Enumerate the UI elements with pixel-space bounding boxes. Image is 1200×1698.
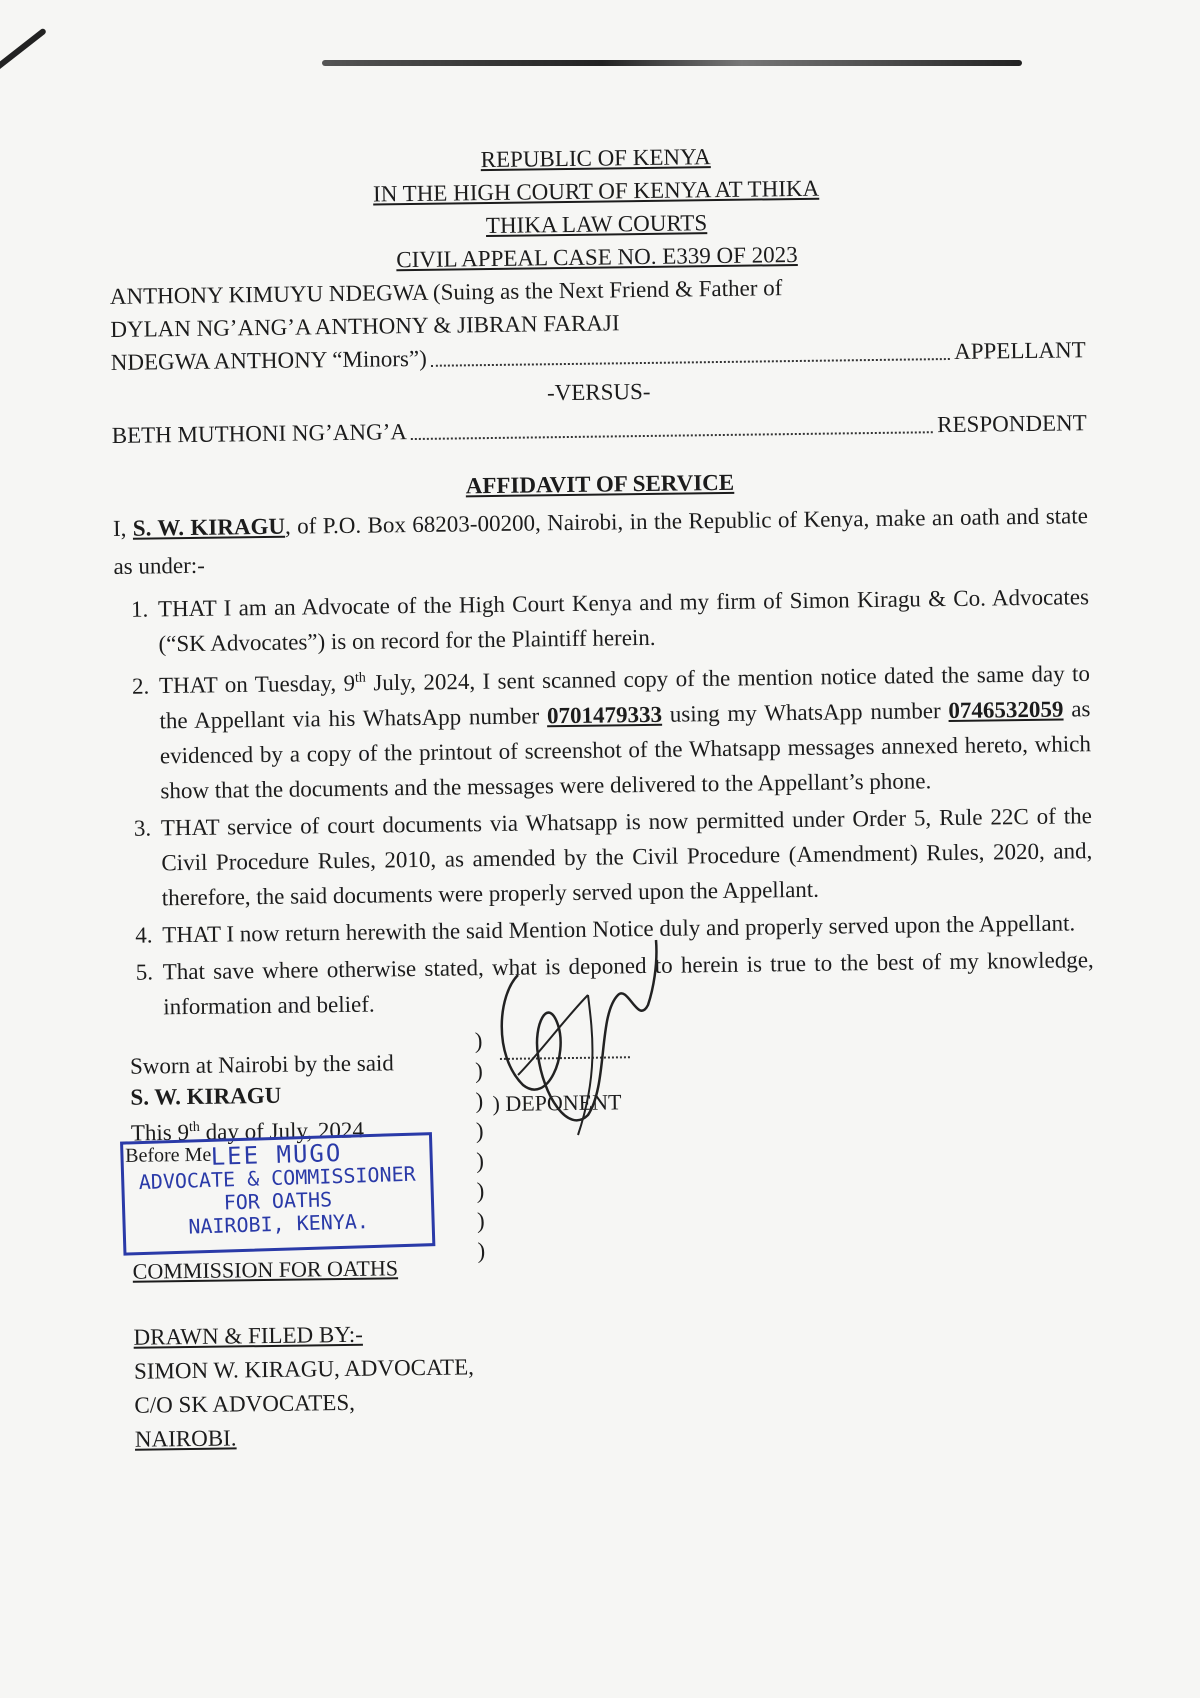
header-case-number: CIVIL APPEAL CASE NO. E339 OF 2023 xyxy=(396,241,798,273)
paragraph-5-text: That save where otherwise stated, what is deponed to herein is true to the best of my knowledge, information and belief. xyxy=(162,946,1094,1020)
deponent-name: S. W. KIRAGU xyxy=(132,513,286,541)
deponent-whatsapp-number: 0746532059 xyxy=(948,696,1064,723)
before-me-label: Before Me xyxy=(125,1143,212,1167)
scan-edge-shadow xyxy=(322,60,1022,66)
paragraph-2-text-c: using my WhatsApp number xyxy=(661,697,949,727)
drawn-line-2: C/O SK ADVOCATES, xyxy=(134,1389,356,1418)
appellant-line-3: NDEGWA ANTHONY “Minors”) xyxy=(110,345,427,375)
appellant-line-2: DYLAN NG’ANG’A ANTHONY & JIBRAN FARAJI xyxy=(110,310,620,342)
dotted-leader xyxy=(411,431,933,440)
jurat-date-a: This 9 xyxy=(130,1119,190,1146)
stamp-location: NAIROBI, KENYA. xyxy=(187,1208,370,1239)
document-title: AFFIDAVIT OF SERVICE xyxy=(465,469,735,499)
deponent-signature xyxy=(478,935,698,1185)
bracket-column: ) ) ) ) ) ) ) ) xyxy=(474,1027,486,1263)
commissioner-stamp xyxy=(120,1132,435,1255)
jurat-date-b: day of July, 2024 xyxy=(199,1117,365,1145)
paragraph-3 xyxy=(157,798,1093,915)
jurat-sworn: Sworn at Nairobi by the said xyxy=(129,1049,394,1079)
drawn-heading: DRAWN & FILED BY:- xyxy=(133,1321,363,1350)
appellant-block xyxy=(110,267,1086,379)
affidavit-content xyxy=(108,135,1100,1456)
paragraph-3-text: THAT service of court documents via Whatsapp is now permitted under Order 5, Rule 22C of the Civil Procedure Rules, 2010, as amended by the Civil Procedure (Amendment) Rules, 2020, and, therefore, the said documents were properly served upon the Appellant. xyxy=(160,802,1093,911)
drawn-filed-block xyxy=(123,1308,1100,1457)
paragraph-4-text: THAT I now return herewith the said Mention Notice duly and properly served upon the Appellant. xyxy=(162,910,1076,948)
stamp-title-2: FOR OATHS xyxy=(223,1186,333,1215)
versus: -VERSUS- xyxy=(546,378,651,406)
paragraph-2-text-b: July, 2024, I sent scanned copy of the mention notice dated the same day to the Appellant via his WhatsApp number xyxy=(159,660,1091,734)
jurat-name: S. W. KIRAGU xyxy=(130,1082,282,1110)
commission-label: COMMISSION FOR OATHS xyxy=(132,1254,399,1284)
stamp-title: ADVOCATE & COMMISSIONER xyxy=(138,1161,416,1194)
respondent-name: BETH MUTHONI NG’ANG’A xyxy=(111,419,408,448)
intro-paragraph xyxy=(113,497,1089,586)
jurat-text xyxy=(130,1047,395,1148)
paragraph-1-text: THAT I am an Advocate of the High Court Kenya and my firm of Simon Kiragu & Co. Advocates (“SK Advocates”) is on record for the Plaintiff herein. xyxy=(157,584,1090,657)
paragraph-2 xyxy=(155,651,1092,808)
appellant-role: APPELLANT xyxy=(953,337,1086,364)
header-court: IN THE HIGH COURT OF KENYA AT THIKA xyxy=(372,175,820,207)
court-header xyxy=(108,135,1085,280)
respondent-role: RESPONDENT xyxy=(937,410,1087,438)
header-republic: REPUBLIC OF KENYA xyxy=(480,144,711,173)
header-law-courts: THIKA LAW COURTS xyxy=(485,210,708,239)
dotted-leader xyxy=(431,358,950,367)
paragraph-1 xyxy=(154,579,1090,661)
stamp-name: LEE MUGO xyxy=(210,1138,343,1171)
appellant-whatsapp-number: 0701479333 xyxy=(546,701,663,728)
intro-rest: , of P.O. Box 68203-00200, Nairobi, in the Republic of Kenya, make an oath and state as under:- xyxy=(113,503,1089,579)
pen-edge xyxy=(0,28,47,76)
drawn-line-1: SIMON W. KIRAGU, ADVOCATE, xyxy=(133,1353,475,1384)
intro-prefix: I, xyxy=(112,515,133,541)
drawn-line-3: NAIROBI. xyxy=(134,1425,237,1452)
paragraph-2-text-a: THAT on Tuesday, 9 xyxy=(158,670,356,699)
ordinal-suffix: th xyxy=(354,670,366,686)
deponent-label: ) DEPONENT xyxy=(492,1089,622,1116)
appellant-line-1: ANTHONY KIMUYU NDEGWA (Suing as the Next Friend & Father of xyxy=(109,275,783,309)
jurat-date-suffix: th xyxy=(188,1119,200,1135)
paragraph-2-text-d: as evidenced by a copy of the printout of screenshot of the Whatsapp messages annexed hereto, which show that the documents and the messages were delivered to the Appellant’s phone. xyxy=(159,695,1092,804)
